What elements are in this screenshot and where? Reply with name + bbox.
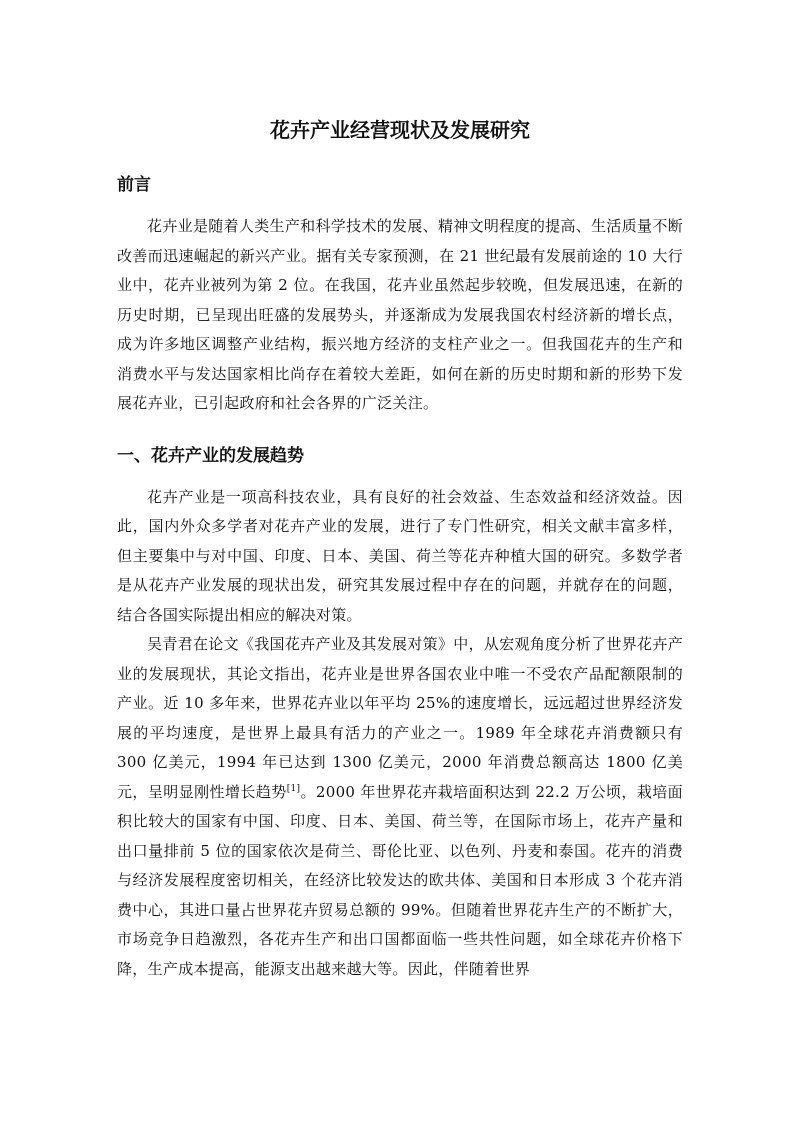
citation-reference[interactable]: [1]: [286, 783, 301, 794]
paragraph-world-market: [117, 630, 683, 984]
document-body: [117, 112, 683, 984]
paragraph-text-before-citation: 吴青君在论文《我国花卉产业及其发展对策》中，从宏观角度分析了世界花卉产业的发展现状，其论文指出，花卉业是世界各国农业中唯一不受农产品配额限制的产业。近 10 多年来，世界花卉业以年平均 25%的速度增长，远远超过世界经济发展的平均速度，是世界上最具有活力的产业之一。1989 年全球花卉消费额只有 300 亿美元，1994 年已达到 1300 亿美元，2000 年消费总额高达 1800 亿美元，呈明显刚性增长趋势: [117, 635, 683, 801]
paragraph-preface: 花卉业是随着人类生产和科学技术的发展、精神文明程度的提高、生活质量不断改善而迅速崛起的新兴产业。据有关专家预测，在 21 世纪最有发展前途的 10 大行业中，花卉业被列为第 2 位。在我国，花卉业虽然起步较晚，但发展迅速，在新的历史时期，已呈现出旺盛的发展势头，并逐渐成为发展我国农村经济新的增长点，成为许多地区调整产业结构，振兴地方经济的支柱产业之一。但我国花卉的生产和消费水平与发达国家相比尚存在着较大差距，如何在新的历史时期和新的形势下发展花卉业，已引起政府和社会各界的广泛关注。: [117, 217, 683, 412]
paragraph-text-after-citation: 。2000 年世界花卉栽培面积达到 22.2 万公顷，栽培面积比较大的国家有中国、印度、日本、美国、荷兰等，在国际市场上，花卉产量和出口量排前 5 位的国家依次是荷兰、哥伦比亚、以色列、丹麦和泰国。花卉的消费与经济发展程度密切相关，在经济比较发达的欧共体、美国和日本形成 3 个花卉消费中心，其进口量占世界花卉贸易总额的 99%。但随着世界花卉生产的不断扩大，市场竞争日趋激烈，各花卉生产和出口国都面临一些共性问题，如全球花卉价格下降，生产成本提高，能源支出越来越大等。因此，伴随着世界: [117, 782, 683, 978]
paragraph-trend-overview: 花卉产业是一项高科技农业，具有良好的社会效益、生态效益和经济效益。因此，国内外众多学者对花卉产业的发展，进行了专门性研究，相关文献丰富多样，但主要集中与对中国、印度、日本、美国、荷兰等花卉种植大国的研究。多数学者是从花卉产业发展的现状出发，研究其发展过程中存在的问题，并就存在的问题，结合各国实际提出相应的解决对策。: [117, 487, 683, 624]
section-heading-development-trend: 一、花卉产业的发展趋势: [117, 445, 304, 466]
document-title: 花卉产业经营现状及发展研究: [270, 118, 530, 142]
section-heading-preface: 前言: [117, 175, 151, 195]
